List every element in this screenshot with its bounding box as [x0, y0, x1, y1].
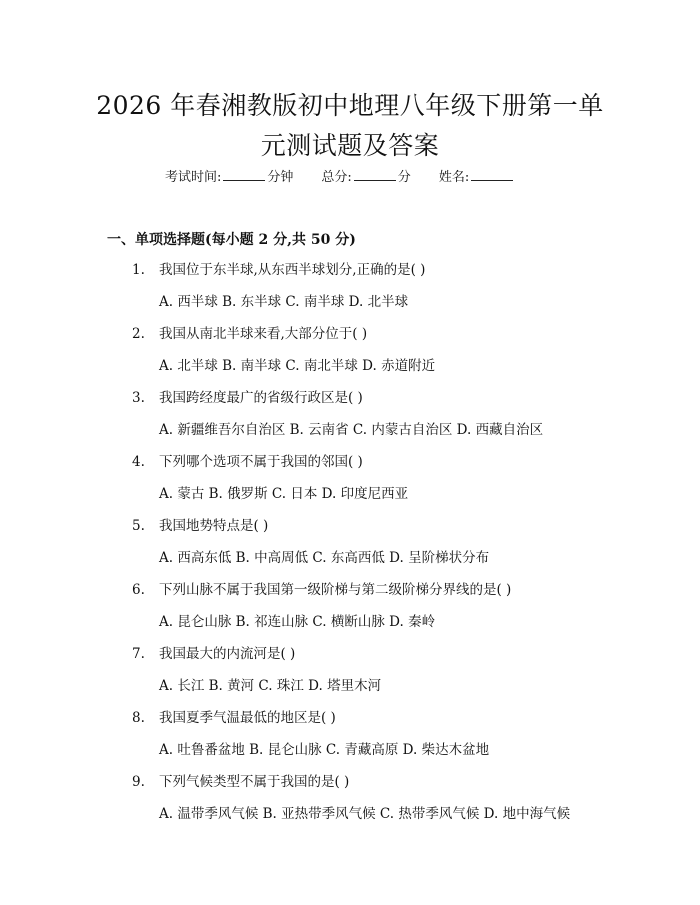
- question-text: 我国跨经度最广的省级行政区是( ): [159, 390, 363, 406]
- question-text: 我国夏季气温最低的地区是( ): [159, 710, 336, 726]
- question-options: A. 西半球 B. 东半球 C. 南半球 D. 北半球: [159, 294, 409, 310]
- question-text: 下列山脉不属于我国第一级阶梯与第二级阶梯分界线的是( ): [159, 582, 512, 598]
- question-number: 7.: [132, 646, 145, 662]
- question-item: [0, 452, 700, 516]
- question-item: [0, 708, 700, 772]
- question-item: [0, 324, 700, 388]
- exam-time-unit: 分钟: [267, 170, 294, 185]
- question-text: 下列哪个选项不属于我国的邻国( ): [159, 454, 363, 470]
- question-number: 9.: [132, 774, 145, 790]
- total-score-field: [321, 166, 410, 185]
- title-line-2: 元测试题及答案: [260, 131, 440, 160]
- student-name-blank: [471, 168, 513, 181]
- question-item: [0, 388, 700, 452]
- question-options: A. 昆仑山脉 B. 祁连山脉 C. 横断山脉 D. 秦岭: [159, 614, 436, 630]
- question-number: 4.: [132, 454, 145, 470]
- question-options: A. 吐鲁番盆地 B. 昆仑山脉 C. 青藏高原 D. 柴达木盆地: [159, 742, 490, 758]
- question-list: [0, 260, 700, 836]
- question-options: A. 长江 B. 黄河 C. 珠江 D. 塔里木河: [159, 678, 382, 694]
- section-heading: 一、单项选择题(每小题 2 分,共 50 分): [107, 232, 356, 248]
- question-item: [0, 260, 700, 324]
- question-options: A. 新疆维吾尔自治区 B. 云南省 C. 内蒙古自治区 D. 西藏自治区: [159, 422, 544, 438]
- question-number: 1.: [132, 262, 145, 278]
- question-text: 下列气候类型不属于我国的是( ): [159, 774, 350, 790]
- exam-time-label: 考试时间:: [165, 170, 222, 185]
- question-item: [0, 580, 700, 644]
- total-score-label: 总分:: [321, 170, 352, 185]
- question-number: 3.: [132, 390, 145, 406]
- exam-title: [0, 86, 700, 166]
- question-item: [0, 516, 700, 580]
- student-name-label: 姓名:: [438, 170, 470, 185]
- question-number: 5.: [132, 518, 145, 534]
- question-text: 我国最大的内流河是( ): [159, 646, 296, 662]
- question-options: A. 北半球 B. 南半球 C. 南北半球 D. 赤道附近: [159, 358, 436, 374]
- question-number: 6.: [132, 582, 145, 598]
- exam-time-blank: [223, 168, 265, 181]
- total-score-blank: [354, 168, 396, 181]
- total-score-unit: 分: [397, 170, 411, 185]
- question-text: 我国位于东半球,从东西半球划分,正确的是( ): [159, 262, 426, 278]
- question-number: 8.: [132, 710, 145, 726]
- exam-time-field: [165, 166, 293, 185]
- question-text: 我国从南北半球来看,大部分位于( ): [159, 326, 368, 342]
- question-options: A. 西高东低 B. 中高周低 C. 东高西低 D. 呈阶梯状分布: [159, 550, 490, 566]
- question-item: [0, 772, 700, 836]
- question-item: [0, 644, 700, 708]
- question-text: 我国地势特点是( ): [159, 518, 269, 534]
- title-line-1: 2026 年春湘教版初中地理八年级下册第一单: [96, 91, 604, 120]
- question-number: 2.: [132, 326, 145, 342]
- exam-info-line: [165, 166, 515, 185]
- question-options: A. 温带季风气候 B. 亚热带季风气候 C. 热带季风气候 D. 地中海气候: [159, 806, 571, 822]
- student-name-field: [439, 166, 515, 185]
- question-options: A. 蒙古 B. 俄罗斯 C. 日本 D. 印度尼西亚: [159, 486, 409, 502]
